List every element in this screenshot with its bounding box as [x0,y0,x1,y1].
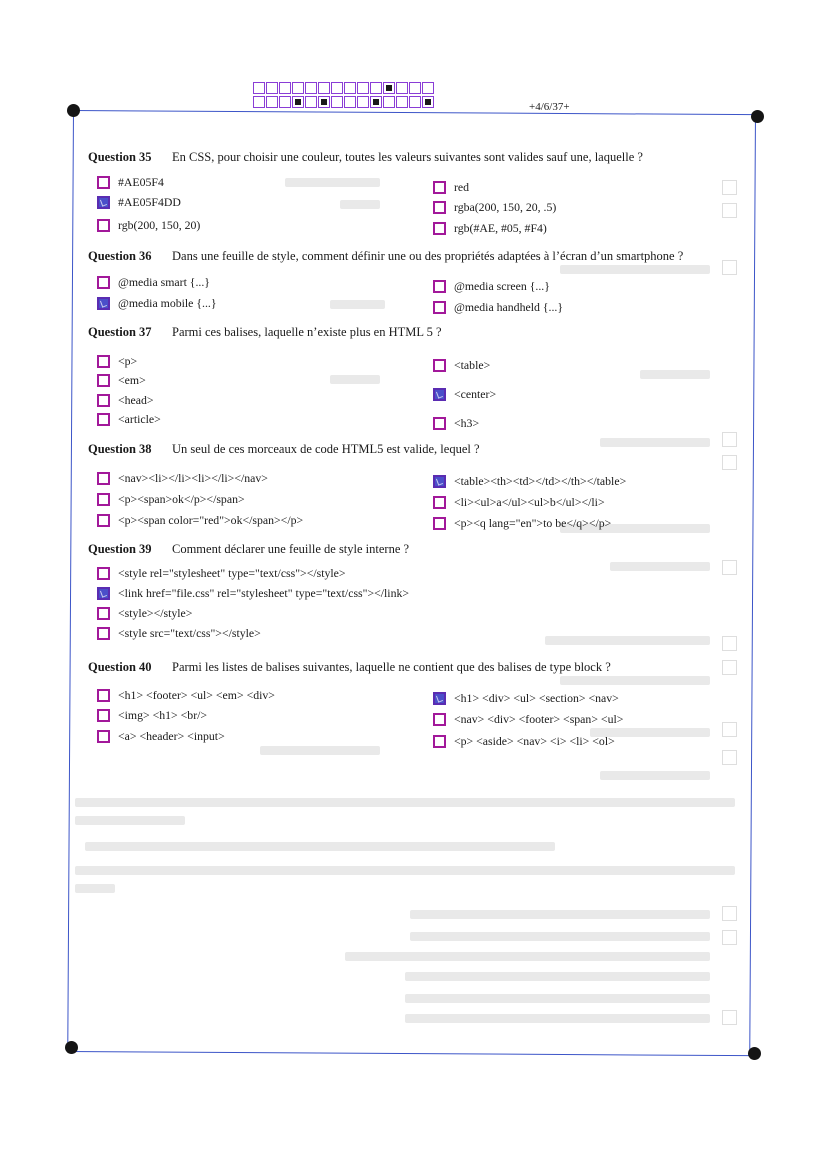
barcode-cell [305,82,317,94]
answer-label: #AE05F4DD [118,195,181,209]
answer-option[interactable] [97,218,200,233]
answer-option[interactable] [97,606,192,621]
barcode-cell [253,82,265,94]
barcode-cell [318,96,330,108]
answer-option[interactable] [97,688,275,703]
question-title [88,150,643,165]
checkbox[interactable] [97,394,110,407]
answer-option[interactable] [97,586,409,601]
answer-option[interactable] [433,712,623,727]
answer-option[interactable] [433,200,556,215]
answer-option[interactable] [97,354,137,369]
question-text: Comment déclarer une feuille de style interne ? [172,542,410,556]
checkbox[interactable] [433,735,446,748]
answer-option[interactable] [433,416,479,431]
question-text: Un seul de ces morceaux de code HTML5 est valide, lequel ? [172,442,480,456]
checked-checkbox[interactable] [433,388,446,401]
answer-option[interactable] [97,412,161,427]
answer-label: <article> [118,412,161,426]
answer-option[interactable] [97,492,245,507]
answer-option[interactable] [97,708,207,723]
question-number: Question 37 [88,325,152,339]
answer-label: <li><ul>a</ul><ul>b</ul></li> [454,495,605,509]
question-text: Parmi les listes de balises suivantes, laquelle ne contient que des balises de type block ? [172,660,611,674]
answer-option[interactable] [97,729,225,744]
checkbox[interactable] [97,413,110,426]
question-number: Question 35 [88,150,152,164]
answer-option[interactable] [433,279,550,294]
checkbox[interactable] [97,472,110,485]
answer-label: <a> <header> <input> [118,729,225,743]
answer-label: rgb(#AE, #05, #F4) [454,221,547,235]
checkbox[interactable] [97,730,110,743]
checkbox[interactable] [433,280,446,293]
barcode-cell [396,96,408,108]
answer-option[interactable] [433,516,611,531]
checkbox[interactable] [97,607,110,620]
barcode-cell [357,96,369,108]
question-number: Question 36 [88,249,152,263]
barcode-cell [318,82,330,94]
barcode-top [253,82,434,94]
answer-option[interactable] [433,358,490,373]
checkbox[interactable] [97,493,110,506]
barcode-cell [279,82,291,94]
answer-option[interactable] [433,300,563,315]
answer-option[interactable] [97,471,268,486]
answer-label: <h1> <footer> <ul> <em> <div> [118,688,275,702]
checkbox[interactable] [97,355,110,368]
answer-label: rgb(200, 150, 20) [118,218,201,232]
barcode-cell [357,82,369,94]
barcode-cell [279,96,291,108]
barcode-cell [331,96,343,108]
answer-option[interactable] [97,373,146,388]
answer-label: <p><span color="red">ok</span></p> [118,513,304,527]
barcode-cell [370,96,382,108]
answer-label: <h1> <div> <ul> <section> <nav> [454,691,619,705]
question-text: Dans une feuille de style, comment définir une ou des propriétés adaptées à l’écran d’un smartphone ? [172,249,684,263]
checked-checkbox[interactable] [433,475,446,488]
question-title [88,660,611,675]
question-title [88,249,683,264]
checkbox[interactable] [97,374,110,387]
checkbox[interactable] [97,514,110,527]
answer-label: <style src="text/css"></style> [118,626,261,640]
answer-option[interactable] [97,195,181,210]
answer-option[interactable] [433,734,615,749]
checked-checkbox[interactable] [97,196,110,209]
corner-mark-bottom-right [748,1047,761,1060]
answer-option[interactable] [433,387,496,402]
barcode-cell [292,96,304,108]
checked-checkbox[interactable] [433,692,446,705]
checkbox[interactable] [97,176,110,189]
answer-option[interactable] [433,221,547,236]
answer-label: @media mobile {...} [118,296,217,310]
corner-mark-bottom-left [65,1041,78,1054]
answer-label: rgba(200, 150, 20, .5) [454,200,557,214]
question-text: En CSS, pour choisir une couleur, toutes les valeurs suivantes sont valides sauf une, laquelle ? [172,150,643,164]
answer-label: <em> [118,373,146,387]
answer-option[interactable] [433,180,469,195]
checked-checkbox[interactable] [97,297,110,310]
answer-label: <img> <h1> <br/> [118,708,208,722]
answer-option[interactable] [433,474,626,489]
barcode-cell [409,96,421,108]
answer-label: <center> [454,387,497,401]
answer-option[interactable] [97,296,217,311]
answer-option[interactable] [97,513,303,528]
answer-label: <head> [118,393,154,407]
answer-label: <table> [454,358,491,372]
checkbox[interactable] [433,713,446,726]
answer-label: <nav> <div> <footer> <span> <ul> [454,712,624,726]
answer-label: <style rel="stylesheet" type="text/css"></style> [118,566,346,580]
checkbox[interactable] [433,496,446,509]
corner-mark-top-right [751,110,764,123]
answer-label: @media handheld {...} [454,300,564,314]
answer-label: <nav><li></li><li></li></nav> [118,471,268,485]
barcode-cell [305,96,317,108]
answer-option[interactable] [97,393,154,408]
checkbox[interactable] [433,301,446,314]
barcode-cell [396,82,408,94]
question-title [88,325,442,340]
answer-label: #AE05F4 [118,175,164,189]
checkbox[interactable] [97,219,110,232]
checkbox[interactable] [433,181,446,194]
answer-label: <p><span>ok</p></span> [118,492,245,506]
answer-label: <table><th><td></td></th></table> [454,474,627,488]
corner-mark-top-left [67,104,80,117]
answer-option[interactable] [97,275,210,290]
barcode-cell [253,96,265,108]
checkbox[interactable] [97,627,110,640]
question-title [88,442,480,457]
checkbox[interactable] [433,359,446,372]
answer-label: <p> [118,354,138,368]
checkbox[interactable] [97,567,110,580]
checkbox[interactable] [433,222,446,235]
page-id: +4/6/37+ [529,101,570,113]
barcode-cell [344,82,356,94]
question-text: Parmi ces balises, laquelle n’existe plus en HTML 5 ? [172,325,442,339]
answer-label: @media screen {...} [454,279,550,293]
barcode-cell [266,82,278,94]
checkbox[interactable] [433,201,446,214]
barcode-cell [292,82,304,94]
barcode-cell [383,96,395,108]
barcode-cell [266,96,278,108]
answer-label: <link href="file.css" rel="stylesheet" type="text/css"></link> [118,586,410,600]
checkbox[interactable] [433,517,446,530]
checkbox[interactable] [97,276,110,289]
answer-option[interactable] [97,626,261,641]
barcode-cell [383,82,395,94]
question-number: Question 40 [88,660,152,674]
barcode-cell [370,82,382,94]
answer-label: <h3> [454,416,480,430]
barcode-cell [422,82,434,94]
barcode-cell [344,96,356,108]
checkbox[interactable] [97,709,110,722]
barcode-cell [331,82,343,94]
checkbox[interactable] [97,689,110,702]
barcode-cell [409,82,421,94]
question-number: Question 38 [88,442,152,456]
answer-option[interactable] [97,175,164,190]
barcode-cell [422,96,434,108]
answer-label: <style></style> [118,606,193,620]
answer-option[interactable] [97,566,346,581]
answer-label: @media smart {...} [118,275,210,289]
question-title [88,542,409,557]
answer-label: <p> <aside> <nav> <i> <li> <ol> [454,734,615,748]
answer-label: red [454,180,470,194]
question-number: Question 39 [88,542,152,556]
answer-option[interactable] [433,691,619,706]
answer-label: <p><q lang="en">to be</q></p> [454,516,612,530]
answer-option[interactable] [433,495,605,510]
checked-checkbox[interactable] [97,587,110,600]
barcode-bottom [253,96,434,108]
checkbox[interactable] [433,417,446,430]
